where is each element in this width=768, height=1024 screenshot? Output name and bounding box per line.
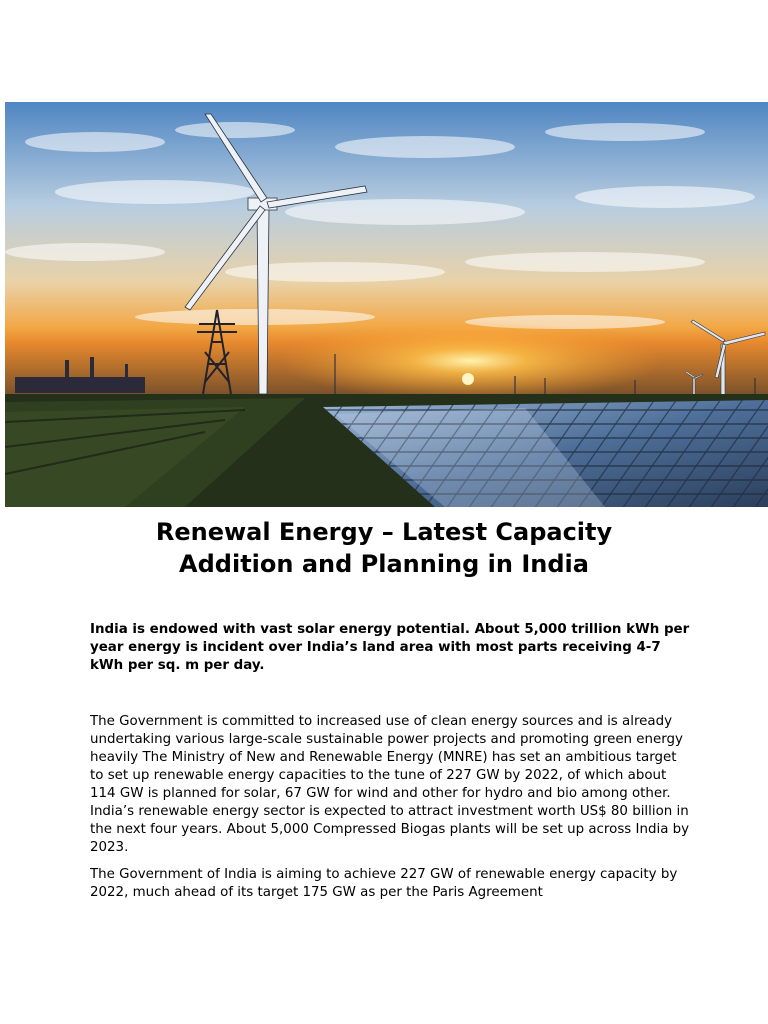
page-title: [0, 516, 768, 580]
body-paragraph-2: The Government of India is aiming to achieve 227 GW of renewable energy capacity by 2022, much ahead of its target 175 GW as per the Paris Agreement: [90, 867, 678, 900]
title-line-1: Renewal Energy – Latest Capacity: [155, 518, 613, 546]
hero-photo: [5, 102, 768, 507]
body-paragraph-1: The Government is committed to increased use of clean energy sources and is already undertaking various large-scale sustainable power projects and promoting green energy heavily The Ministry of New and Renewable Energy (MNRE) has set an ambitious target to set up renewable energy capacities to the tune of 227 GW by 2022, of which about 114 GW is planned for solar, 67 GW for wind and other for hydro and bio among other. India’s renewable energy sector is expected to attract investment worth US$ 80 billion in the next four years. About 5,000 Compressed Biogas plants will be set up across India by 2023.: [90, 714, 690, 855]
wind-turbine-solar-icon: [5, 102, 768, 507]
title-line-2: Addition and Planning in India: [179, 550, 589, 578]
intro-paragraph: India is endowed with vast solar energy potential. About 5,000 trillion kWh per year energy is incident over India’s land area with most parts receiving 4-7 kWh per sq. m per day.: [90, 622, 690, 673]
